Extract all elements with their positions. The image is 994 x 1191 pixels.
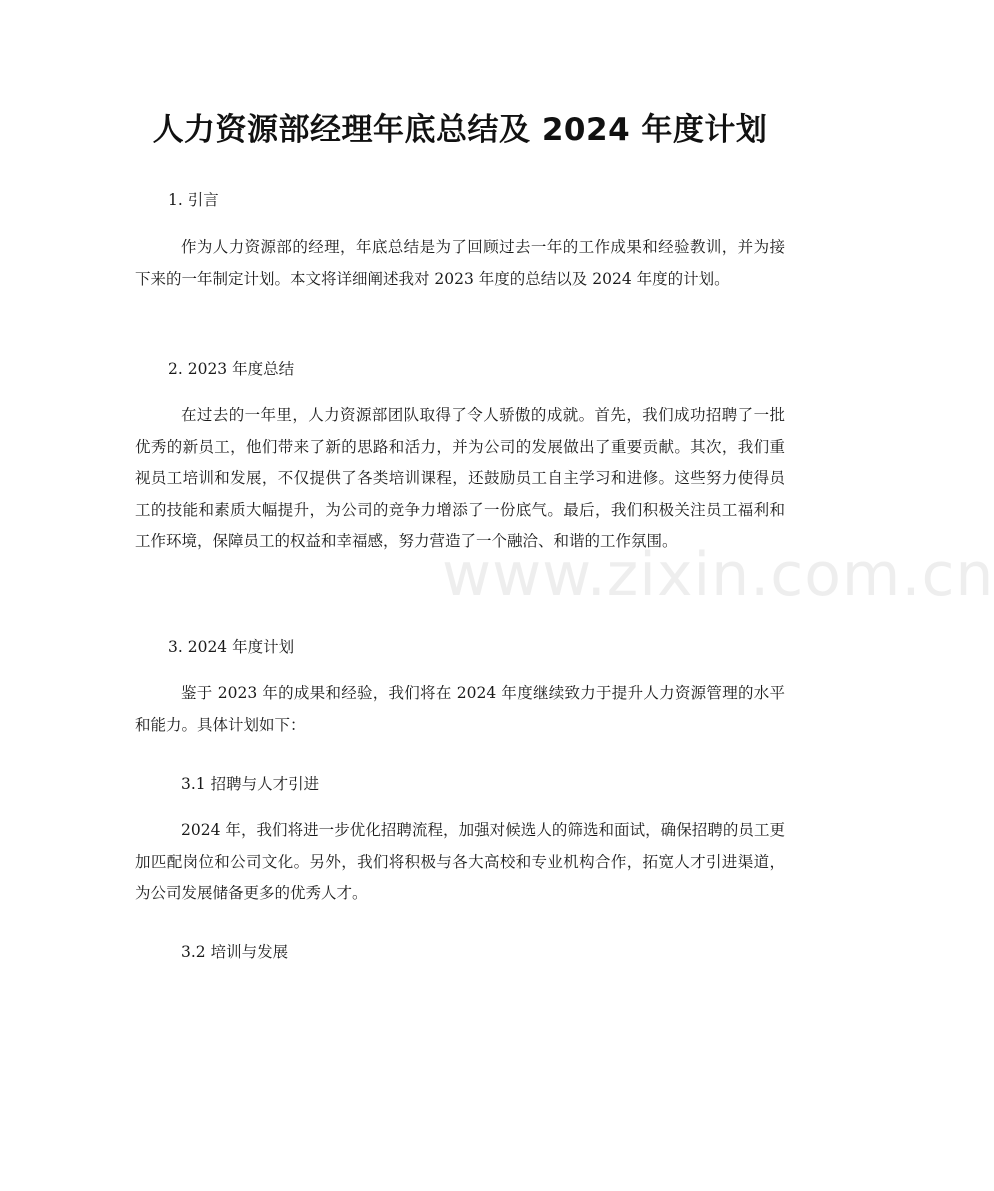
paragraph-recruitment: 2024 年，我们将进一步优化招聘流程，加强对候选人的筛选和面试，确保招聘的员工更加匹配岗位和公司文化。另外，我们将积极与各大高校和专业机构合作，拓宽人才引进渠道，为公司发展储备更多的优秀人才。 [135, 821, 785, 902]
paragraph-2024-plan: 鉴于 2023 年的成果和经验，我们将在 2024 年度继续致力于提升人力资源管理的水平和能力。具体计划如下： [135, 684, 785, 734]
document-title: 人力资源部经理年底总结及 2024 年度计划 [152, 112, 768, 148]
section-heading-2023-summary: 2. 2023 年度总结 [168, 360, 295, 378]
section-heading-2024-plan: 3. 2024 年度计划 [168, 638, 295, 656]
section-heading-introduction: 1. 引言 [168, 191, 219, 209]
watermark: www.zixin.com.cn [442, 540, 994, 610]
paragraph-2023-summary: 在过去的一年里，人力资源部团队取得了令人骄傲的成就。首先，我们成功招聘了一批优秀的新员工，他们带来了新的思路和活力，并为公司的发展做出了重要贡献。其次，我们重视员工培训和发展，不仅提供了各类培训课程，还鼓励员工自主学习和进修。这些努力使得员工的技能和素质大幅提升，为公司的竞争力增添了一份底气。最后，我们积极关注员工福利和工作环境，保障员工的权益和幸福感，努力营造了一个融洽、和谐的工作氛围。 [135, 406, 785, 550]
subsection-heading-training: 3.2 培训与发展 [181, 943, 289, 961]
subsection-heading-recruitment: 3.1 招聘与人才引进 [181, 775, 320, 793]
paragraph-introduction: 作为人力资源部的经理，年底总结是为了回顾过去一年的工作成果和经验教训，并为接下来的一年制定计划。本文将详细阐述我对 2023 年度的总结以及 2024 年度的计划。 [135, 238, 785, 288]
